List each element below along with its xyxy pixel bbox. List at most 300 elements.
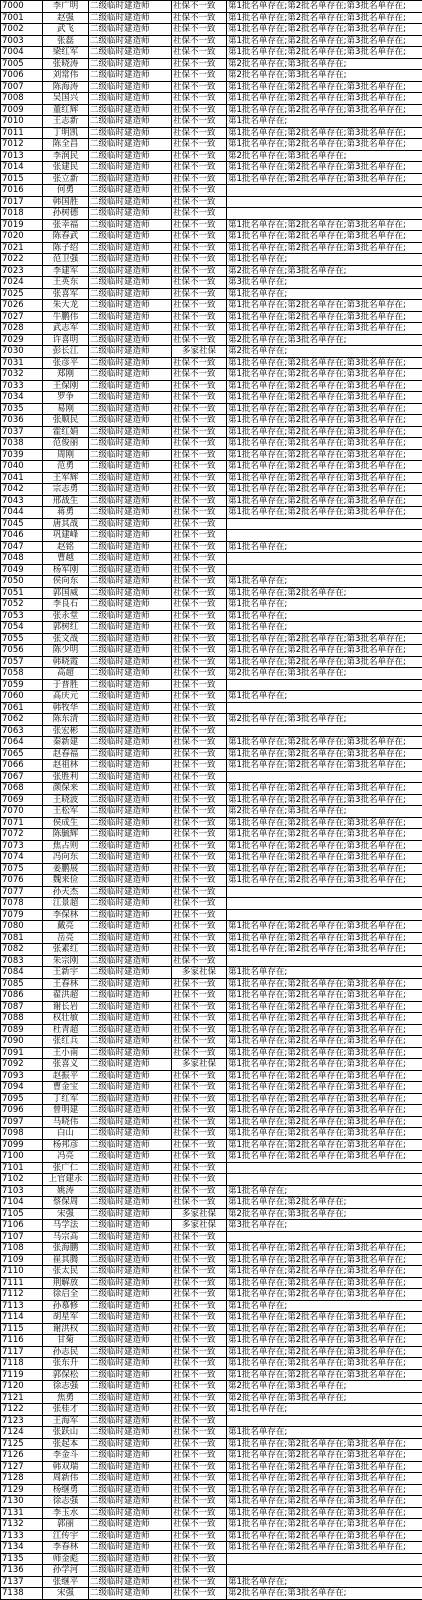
cell-list-presence: 第1批名单存在;第2批名单存在;第3批名单存在; (227, 921, 422, 933)
cell-serial-number: 7017 (1, 196, 43, 208)
table-row (1, 162, 422, 174)
cell-person-name: 张广仁 (43, 1162, 89, 1174)
cell-list-presence: 第1批名单存在;第2批名单存在;第3批名单存在; (227, 1105, 422, 1117)
cell-person-name: 孙天杰 (43, 886, 89, 898)
cell-social-security-status: 社保不一致 (172, 1346, 227, 1358)
cell-list-presence: 第1批名单存在;第2批名单存在;第3批名单存在; (227, 1461, 422, 1473)
cell-qualification: 二级临时建造师 (89, 1335, 172, 1347)
cell-qualification: 二级临时建造师 (89, 265, 172, 277)
cell-person-name: 权壮敏 (43, 1013, 89, 1025)
cell-social-security-status: 社保不一致 (172, 668, 227, 680)
cell-serial-number: 7122 (1, 1404, 43, 1416)
cell-social-security-status: 社保不一致 (172, 1036, 227, 1048)
cell-serial-number: 7008 (1, 93, 43, 105)
cell-qualification: 二级临时建造师 (89, 449, 172, 461)
cell-social-security-status: 社保不一致 (172, 35, 227, 47)
cell-person-name: 陈全昌 (43, 139, 89, 151)
cell-serial-number: 7128 (1, 1473, 43, 1485)
cell-person-name: 李金斗 (43, 1450, 89, 1462)
cell-social-security-status: 社保不一致 (172, 1185, 227, 1197)
cell-serial-number: 7003 (1, 35, 43, 47)
cell-qualification: 二级临时建造师 (89, 346, 172, 358)
table-row (1, 380, 422, 392)
table-row (1, 93, 422, 105)
cell-social-security-status: 社保不一致 (172, 656, 227, 668)
cell-list-presence: 第2批名单存在;第3批名单存在; (227, 70, 422, 82)
cell-list-presence: 第2批名单存在;第3批名单存在; (227, 714, 422, 726)
cell-social-security-status: 社保不一致 (172, 921, 227, 933)
cell-list-presence (227, 898, 422, 910)
cell-serial-number: 7080 (1, 921, 43, 933)
cell-serial-number: 7019 (1, 219, 43, 231)
cell-list-presence: 第1批名单存在;第2批名单存在;第3批名单存在; (227, 645, 422, 657)
cell-social-security-status: 社保不一致 (172, 1450, 227, 1462)
cell-qualification: 二级临时建造师 (89, 484, 172, 496)
cell-serial-number: 7132 (1, 1519, 43, 1531)
cell-qualification: 二级临时建造师 (89, 840, 172, 852)
cell-serial-number: 7074 (1, 852, 43, 864)
cell-person-name: 张喜义 (43, 1059, 89, 1071)
table-row (1, 12, 422, 24)
cell-social-security-status: 社保不一致 (172, 760, 227, 772)
cell-person-name: 马宗高 (43, 1231, 89, 1243)
cell-social-security-status: 社保不一致 (172, 691, 227, 703)
table-row (1, 1208, 422, 1220)
cell-person-name: 张幸福 (43, 219, 89, 231)
cell-qualification: 二级临时建造师 (89, 1174, 172, 1186)
cell-social-security-status: 社保不一致 (172, 1519, 227, 1531)
table-row (1, 599, 422, 611)
cell-serial-number: 7115 (1, 1323, 43, 1335)
cell-list-presence: 第1批名单存在;第2批名单存在;第3批名单存在; (227, 219, 422, 231)
cell-qualification: 二级临时建造师 (89, 277, 172, 289)
table-row (1, 300, 422, 312)
table-row (1, 829, 422, 841)
cell-serial-number: 7092 (1, 1059, 43, 1071)
cell-list-presence (227, 679, 422, 691)
cell-list-presence: 第1批名单存在;第2批名单存在;第3批名单存在; (227, 978, 422, 990)
cell-qualification: 二级临时建造师 (89, 392, 172, 404)
cell-serial-number: 7027 (1, 311, 43, 323)
cell-list-presence: 第1批名单存在; (227, 691, 422, 703)
cell-qualification: 二级临时建造师 (89, 829, 172, 841)
cell-list-presence: 第1批名单存在;第2批名单存在;第3批名单存在; (227, 104, 422, 116)
cell-qualification: 二级临时建造师 (89, 1243, 172, 1255)
cell-person-name: 张桂才 (43, 1404, 89, 1416)
table-row (1, 748, 422, 760)
cell-person-name: 戴亮 (43, 921, 89, 933)
table-row (1, 633, 422, 645)
cell-qualification: 二级临时建造师 (89, 817, 172, 829)
cell-qualification: 二级临时建造师 (89, 81, 172, 93)
table-row (1, 702, 422, 714)
cell-list-presence (227, 564, 422, 576)
cell-social-security-status: 社保不一致 (172, 725, 227, 737)
cell-person-name: 张永堂 (43, 610, 89, 622)
cell-list-presence: 第1批名单存在; (227, 1576, 422, 1588)
cell-person-name: 李玉水 (43, 1507, 89, 1519)
table-row (1, 1243, 422, 1255)
cell-list-presence: 第1批名单存在; (227, 541, 422, 553)
cell-list-presence: 第1批名单存在;第2批名单存在;第3批名单存在; (227, 35, 422, 47)
table-row (1, 1220, 422, 1232)
cell-serial-number: 7103 (1, 1185, 43, 1197)
cell-list-presence (227, 185, 422, 197)
cell-list-presence: 第1批名单存在;第2批名单存在;第3批名单存在; (227, 1369, 422, 1381)
cell-social-security-status: 社保不一致 (172, 93, 227, 105)
table-row (1, 415, 422, 427)
cell-serial-number: 7108 (1, 1243, 43, 1255)
table-row (1, 990, 422, 1002)
cell-list-presence: 第1批名单存在;第2批名单存在;第3批名单存在; (227, 415, 422, 427)
table-row (1, 564, 422, 576)
cell-qualification: 二级临时建造师 (89, 1404, 172, 1416)
cell-list-presence (227, 1415, 422, 1427)
cell-social-security-status: 多家社保 (172, 1208, 227, 1220)
cell-social-security-status: 社保不一致 (172, 369, 227, 381)
cell-list-presence: 第1批名单存在;第2批名单存在;第3批名单存在; (227, 438, 422, 450)
cell-person-name: 邢战生 (43, 495, 89, 507)
cell-social-security-status: 社保不一致 (172, 1289, 227, 1301)
table-row (1, 116, 422, 128)
table-row (1, 1185, 422, 1197)
cell-serial-number: 7059 (1, 679, 43, 691)
cell-person-name: 王春林 (43, 978, 89, 990)
cell-social-security-status: 社保不一致 (172, 449, 227, 461)
cell-list-presence: 第1批名单存在;第2批名单存在;第3批名单存在; (227, 656, 422, 668)
cell-list-presence: 第1批名单存在;第2批名单存在;第3批名单存在; (227, 1473, 422, 1485)
cell-list-presence: 第1批名单存在;第2批名单存在;第3批名单存在; (227, 24, 422, 36)
cell-list-presence: 第1批名单存在;第2批名单存在;第3批名单存在; (227, 817, 422, 829)
cell-serial-number: 7129 (1, 1484, 43, 1496)
cell-person-name: 孙树德 (43, 208, 89, 220)
cell-serial-number: 7091 (1, 1047, 43, 1059)
cell-list-presence: 第2批名单存在;第3批名单存在; (227, 1392, 422, 1404)
cell-serial-number: 7125 (1, 1438, 43, 1450)
cell-list-presence (227, 208, 422, 220)
cell-qualification: 二级临时建造师 (89, 288, 172, 300)
cell-qualification: 二级临时建造师 (89, 530, 172, 542)
cell-list-presence: 第1批名单存在;第2批名单存在;第3批名单存在; (227, 1059, 422, 1071)
cell-qualification: 二级临时建造师 (89, 1082, 172, 1094)
cell-social-security-status: 社保不一致 (172, 173, 227, 185)
cell-list-presence: 第1批名单存在;第2批名单存在;第3批名单存在; (227, 484, 422, 496)
cell-qualification: 二级临时建造师 (89, 1105, 172, 1117)
cell-social-security-status: 社保不一致 (172, 645, 227, 657)
cell-serial-number: 7077 (1, 886, 43, 898)
table-row (1, 81, 422, 93)
cell-list-presence: 第1批名单存在;第2批名单存在;第3批名单存在; (227, 1507, 422, 1519)
cell-person-name: 张跃山 (43, 1427, 89, 1439)
cell-list-presence: 第1批名单存在;第2批名单存在;第3批名单存在; (227, 990, 422, 1002)
cell-list-presence: 第1批名单存在;第2批名单存在;第3批名单存在; (227, 403, 422, 415)
cell-person-name: 李保林 (43, 909, 89, 921)
cell-list-presence (227, 553, 422, 565)
cell-list-presence: 第2批名单存在;第3批名单存在; (227, 58, 422, 70)
cell-serial-number: 7009 (1, 104, 43, 116)
cell-qualification: 二级临时建造师 (89, 1116, 172, 1128)
table-row (1, 1358, 422, 1370)
cell-person-name: 牛鹏伟 (43, 311, 89, 323)
cell-qualification: 二级临时建造师 (89, 242, 172, 254)
cell-list-presence: 第1批名单存在;第2批名单存在;第3批名单存在; (227, 495, 422, 507)
cell-serial-number: 7088 (1, 1013, 43, 1025)
cell-qualification: 二级临时建造师 (89, 323, 172, 335)
cell-list-presence: 第1批名单存在;第2批名单存在;第3批名单存在; (227, 231, 422, 243)
cell-qualification: 二级临时建造师 (89, 599, 172, 611)
cell-social-security-status: 社保不一致 (172, 1542, 227, 1554)
cell-qualification: 二级临时建造师 (89, 702, 172, 714)
table-row (1, 254, 422, 266)
cell-social-security-status: 社保不一致 (172, 484, 227, 496)
cell-serial-number: 7025 (1, 288, 43, 300)
cell-serial-number: 7113 (1, 1300, 43, 1312)
cell-serial-number: 7026 (1, 300, 43, 312)
table-row (1, 656, 422, 668)
cell-person-name: 谢长岩 (43, 1001, 89, 1013)
cell-qualification: 二级临时建造师 (89, 1542, 172, 1554)
table-row (1, 1415, 422, 1427)
cell-qualification: 二级临时建造师 (89, 748, 172, 760)
cell-social-security-status: 社保不一致 (172, 794, 227, 806)
cell-list-presence: 第2批名单存在; (227, 346, 422, 358)
cell-list-presence: 第1批名单存在; (227, 1427, 422, 1439)
cell-social-security-status: 社保不一致 (172, 1427, 227, 1439)
cell-serial-number: 7033 (1, 380, 43, 392)
cell-serial-number: 7065 (1, 748, 43, 760)
cell-person-name: 宋强 (43, 1208, 89, 1220)
table-row (1, 185, 422, 197)
cell-person-name: 李春林 (43, 1542, 89, 1554)
cell-list-presence: 第1批名单存在;第2批名单存在;第3批名单存在; (227, 1484, 422, 1496)
table-row (1, 1450, 422, 1462)
cell-qualification: 二级临时建造师 (89, 104, 172, 116)
cell-qualification: 二级临时建造师 (89, 794, 172, 806)
cell-serial-number: 7015 (1, 173, 43, 185)
cell-serial-number: 7081 (1, 932, 43, 944)
cell-person-name: 张晓涛 (43, 58, 89, 70)
cell-person-name: 徐志强 (43, 1381, 89, 1393)
cell-social-security-status: 社保不一致 (172, 1300, 227, 1312)
cell-social-security-status: 社保不一致 (172, 185, 227, 197)
cell-qualification: 二级临时建造师 (89, 1346, 172, 1358)
cell-person-name: 王海军 (43, 1415, 89, 1427)
cell-list-presence: 第1批名单存在;第2批名单存在;第3批名单存在; (227, 1277, 422, 1289)
cell-list-presence: 第1批名单存在;第2批名单存在;第3批名单存在; (227, 1082, 422, 1094)
table-row (1, 1001, 422, 1013)
cell-social-security-status: 社保不一致 (172, 1024, 227, 1036)
table-row (1, 1461, 422, 1473)
cell-social-security-status: 社保不一致 (172, 1381, 227, 1393)
table-row (1, 794, 422, 806)
cell-serial-number: 7089 (1, 1024, 43, 1036)
cell-social-security-status: 社保不一致 (172, 392, 227, 404)
cell-serial-number: 7136 (1, 1565, 43, 1577)
cell-serial-number: 7135 (1, 1553, 43, 1565)
cell-qualification: 二级临时建造师 (89, 12, 172, 24)
cell-serial-number: 7024 (1, 277, 43, 289)
cell-person-name: 赵春福 (43, 748, 89, 760)
cell-person-name: 许喜明 (43, 334, 89, 346)
cell-qualification: 二级临时建造师 (89, 1254, 172, 1266)
cell-person-name: 曾明建 (43, 1105, 89, 1117)
cell-social-security-status: 社保不一致 (172, 1392, 227, 1404)
table-row (1, 863, 422, 875)
cell-person-name: 武飞 (43, 24, 89, 36)
table-row (1, 1300, 422, 1312)
table-row (1, 334, 422, 346)
cell-list-presence: 第1批名单存在; (227, 1404, 422, 1416)
cell-social-security-status: 社保不一致 (172, 1013, 227, 1025)
cell-list-presence: 第1批名单存在; (227, 1185, 422, 1197)
cell-person-name: 丁红军 (43, 1093, 89, 1105)
cell-person-name: 侯向东 (43, 576, 89, 588)
cell-list-presence: 第1批名单存在;第2批名单存在;第3批名单存在; (227, 93, 422, 105)
cell-qualification: 二级临时建造师 (89, 921, 172, 933)
cell-qualification: 二级临时建造师 (89, 139, 172, 151)
cell-list-presence: 第1批名单存在;第2批名单存在;第3批名单存在; (227, 852, 422, 864)
cell-social-security-status: 社保不一致 (172, 955, 227, 967)
cell-serial-number: 7038 (1, 438, 43, 450)
table-row (1, 1024, 422, 1036)
cell-social-security-status: 社保不一致 (172, 242, 227, 254)
cell-qualification: 二级临时建造师 (89, 415, 172, 427)
table-row (1, 1162, 422, 1174)
cell-list-presence: 第1批名单存在;第2批名单存在;第3批名单存在; (227, 461, 422, 473)
cell-qualification: 二级临时建造师 (89, 150, 172, 162)
table-row (1, 1231, 422, 1243)
cell-list-presence: 第1批名单存在;第2批名单存在;第3批名单存在; (227, 1289, 422, 1301)
cell-social-security-status: 社保不一致 (172, 1139, 227, 1151)
cell-social-security-status: 社保不一致 (172, 783, 227, 795)
cell-qualification: 二级临时建造师 (89, 24, 172, 36)
cell-list-presence: 第1批名单存在;第2批名单存在;第3批名单存在; (227, 81, 422, 93)
cell-list-presence: 第1批名单存在;第2批名单存在;第3批名单存在; (227, 1496, 422, 1508)
cell-serial-number: 7030 (1, 346, 43, 358)
cell-person-name: 张东升 (43, 1358, 89, 1370)
cell-person-name: 江景超 (43, 898, 89, 910)
cell-qualification: 二级临时建造师 (89, 162, 172, 174)
table-row (1, 898, 422, 910)
cell-qualification: 二级临时建造师 (89, 610, 172, 622)
table-row (1, 771, 422, 783)
cell-qualification: 二级临时建造师 (89, 863, 172, 875)
cell-list-presence (227, 771, 422, 783)
table-row (1, 587, 422, 599)
cell-person-name: 胡星军 (43, 1312, 89, 1324)
table-row (1, 495, 422, 507)
cell-person-name: 曹金宝 (43, 1082, 89, 1094)
cell-qualification: 二级临时建造师 (89, 1530, 172, 1542)
cell-social-security-status: 社保不一致 (172, 1553, 227, 1565)
cell-social-security-status: 社保不一致 (172, 610, 227, 622)
cell-list-presence: 第1批名单存在;第2批名单存在;第3批名单存在; (227, 1438, 422, 1450)
cell-qualification: 二级临时建造师 (89, 1185, 172, 1197)
cell-social-security-status: 社保不一致 (172, 829, 227, 841)
cell-list-presence: 第1批名单存在;第2批名单存在;第3批名单存在; (227, 369, 422, 381)
table-row (1, 1277, 422, 1289)
cell-social-security-status: 社保不一致 (172, 875, 227, 887)
table-row (1, 1496, 422, 1508)
cell-social-security-status: 社保不一致 (172, 1415, 227, 1427)
cell-person-name: 唐其战 (43, 518, 89, 530)
cell-qualification: 二级临时建造师 (89, 334, 172, 346)
table-row (1, 58, 422, 70)
cell-qualification: 二级临时建造师 (89, 1059, 172, 1071)
cell-serial-number: 7106 (1, 1220, 43, 1232)
cell-social-security-status: 社保不一致 (172, 817, 227, 829)
cell-social-security-status: 社保不一致 (172, 1461, 227, 1473)
cell-list-presence: 第1批名单存在;第2批名单存在;第3批名单存在; (227, 760, 422, 772)
cell-qualification: 二级临时建造师 (89, 495, 172, 507)
cell-person-name: 颜保来 (43, 783, 89, 795)
table-row (1, 1116, 422, 1128)
cell-serial-number: 7095 (1, 1093, 43, 1105)
cell-serial-number: 7116 (1, 1335, 43, 1347)
cell-qualification: 二级临时建造师 (89, 1024, 172, 1036)
table-row (1, 645, 422, 657)
cell-person-name: 杜青超 (43, 1024, 89, 1036)
cell-social-security-status: 社保不一致 (172, 1047, 227, 1059)
cell-serial-number: 7110 (1, 1266, 43, 1278)
cell-person-name: 吴国兴 (43, 93, 89, 105)
cell-social-security-status: 社保不一致 (172, 1001, 227, 1013)
cell-person-name: 赵祖林 (43, 760, 89, 772)
cell-qualification: 二级临时建造师 (89, 1197, 172, 1209)
cell-social-security-status: 社保不一致 (172, 1162, 227, 1174)
table-row (1, 668, 422, 680)
cell-serial-number: 7021 (1, 242, 43, 254)
table-row (1, 737, 422, 749)
table-row (1, 1473, 422, 1485)
cell-social-security-status: 社保不一致 (172, 1231, 227, 1243)
cell-social-security-status: 社保不一致 (172, 1266, 227, 1278)
cell-social-security-status: 社保不一致 (172, 1576, 227, 1588)
table-row (1, 449, 422, 461)
cell-list-presence: 第1批名单存在;第2批名单存在;第3批名单存在; (227, 311, 422, 323)
table-row (1, 760, 422, 772)
cell-social-security-status: 社保不一致 (172, 748, 227, 760)
cell-person-name: 马学法 (43, 1220, 89, 1232)
cell-social-security-status: 社保不一致 (172, 1588, 227, 1600)
cell-social-security-status: 社保不一致 (172, 1070, 227, 1082)
cell-qualification: 二级临时建造师 (89, 1553, 172, 1565)
table-row (1, 392, 422, 404)
cell-serial-number: 7083 (1, 955, 43, 967)
cell-social-security-status: 社保不一致 (172, 208, 227, 220)
cell-serial-number: 7071 (1, 817, 43, 829)
cell-serial-number: 7022 (1, 254, 43, 266)
cell-person-name: 姚涛 (43, 1185, 89, 1197)
cell-list-presence: 第1批名单存在;第2批名单存在;第3批名单存在; (227, 1013, 422, 1025)
cell-person-name: 孙学河 (43, 1565, 89, 1577)
cell-person-name: 陈少明 (43, 645, 89, 657)
cell-person-name: 韩晓霞 (43, 656, 89, 668)
cell-qualification: 二级临时建造师 (89, 1473, 172, 1485)
cell-social-security-status: 社保不一致 (172, 1404, 227, 1416)
cell-social-security-status: 社保不一致 (172, 1484, 227, 1496)
cell-serial-number: 7085 (1, 978, 43, 990)
cell-qualification: 二级临时建造师 (89, 541, 172, 553)
table-row (1, 1312, 422, 1324)
cell-qualification: 二级临时建造师 (89, 93, 172, 105)
cell-social-security-status: 社保不一致 (172, 1369, 227, 1381)
cell-serial-number: 7058 (1, 668, 43, 680)
cell-person-name: 李广明 (43, 1, 89, 13)
cell-social-security-status: 社保不一致 (172, 1197, 227, 1209)
cell-qualification: 二级临时建造师 (89, 760, 172, 772)
cell-person-name: 郑刚 (43, 369, 89, 381)
